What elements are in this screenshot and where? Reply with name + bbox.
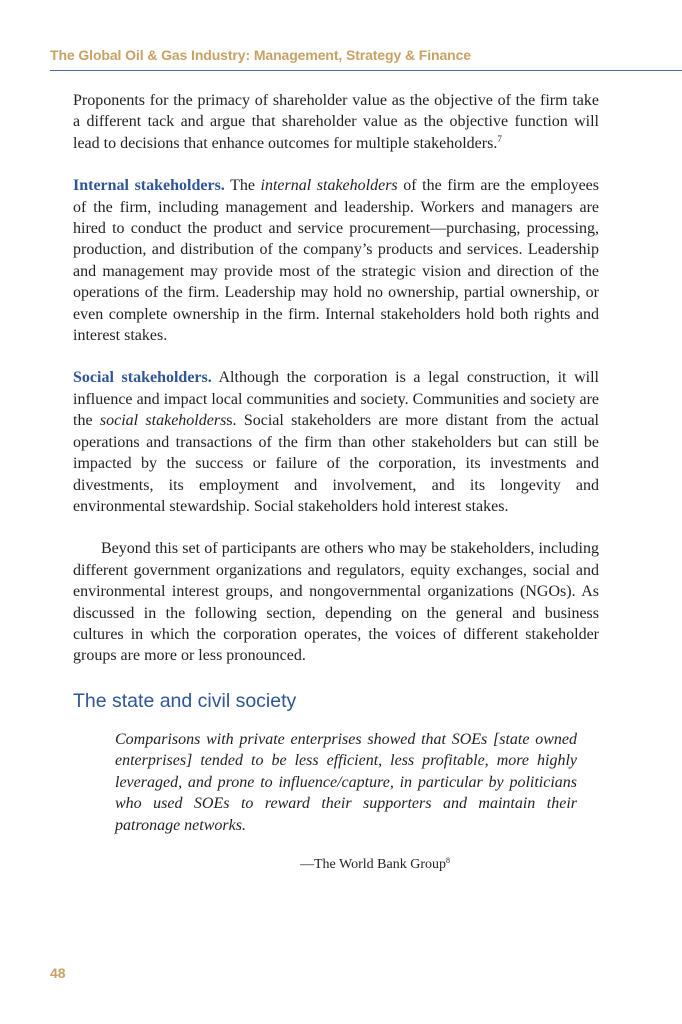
body-text <box>73 90 599 667</box>
internal-stakeholders-heading: Internal stakeholders. <box>73 177 225 195</box>
section-heading: The state and civil society <box>73 690 297 712</box>
paragraph-shareholder-value <box>73 90 599 154</box>
epigraph-quote: Comparisons with private enterprises showed that SOEs [state owned enterprises] tended to be less efficient, less profitable, more highly leveraged, and prone to influence/capture, in particular by politicians who used SOEs to reward their supporters and maintain their patronage networks. <box>115 731 577 834</box>
paragraph-social-stakeholders <box>73 367 599 517</box>
paragraph-text: The <box>230 177 255 195</box>
footnote-ref-7[interactable]: 7 <box>497 133 502 144</box>
emphasized-term: social stakeholders <box>99 412 227 430</box>
paragraph-text: Proponents for the primacy of shareholder value as the objective of the firm take a different tack and argue that shareholder value as the objective function will lead to decisions that enhance outcomes for multiple stakeholders. <box>73 92 599 152</box>
footnote-ref-8[interactable]: 8 <box>445 856 450 865</box>
attribution-source: —The World Bank Group <box>300 857 446 872</box>
paragraph-text: s. Social stakeholders are more distant from the actual operations and transactions of the firm than other stakeholders but can still be impacted by the success or failure of the corporation, its investments and divestments, its employment and involvement, and its longevity and environmental stewardship. Social stakeholders hold interest stakes. <box>73 412 600 515</box>
paragraph-internal-stakeholders <box>73 175 599 346</box>
running-header: The Global Oil & Gas Industry: Management, Strategy & Finance <box>50 47 471 63</box>
social-stakeholders-heading: Social stakeholders. <box>73 369 212 387</box>
paragraph-other-stakeholders: Beyond this set of participants are others who may be stakeholders, including different government organizations and regulators, equity exchanges, social and environmental interest groups, and nongovernmental organizations (NGOs). As discussed in the following section, depending on the general and business cultures in which the corporation operates, the voices of different stakeholder groups are more or less pronounced. <box>73 540 599 665</box>
paragraph-text: Although the corporation is a legal construction, it will influence and impact local communities and society. Communities and society are the <box>73 369 599 430</box>
emphasized-term: internal stakeholders <box>260 177 398 195</box>
header-rule <box>50 70 682 71</box>
epigraph-attribution <box>300 857 450 873</box>
paragraph-text: of the firm are the employees of the firm, including management and leadership. Workers and managers are hired to conduct the product and service procurement—purchasing, processing, production, and distribution of the company’s products and services. Leadership and management may provide most of the strategic vision and direction of the operations of the firm. Leadership may hold no ownership, partial ownership, or even complete ownership in the firm. Internal stakeholders hold both rights and interest stakes. <box>73 177 599 345</box>
page-number: 48 <box>50 965 66 981</box>
